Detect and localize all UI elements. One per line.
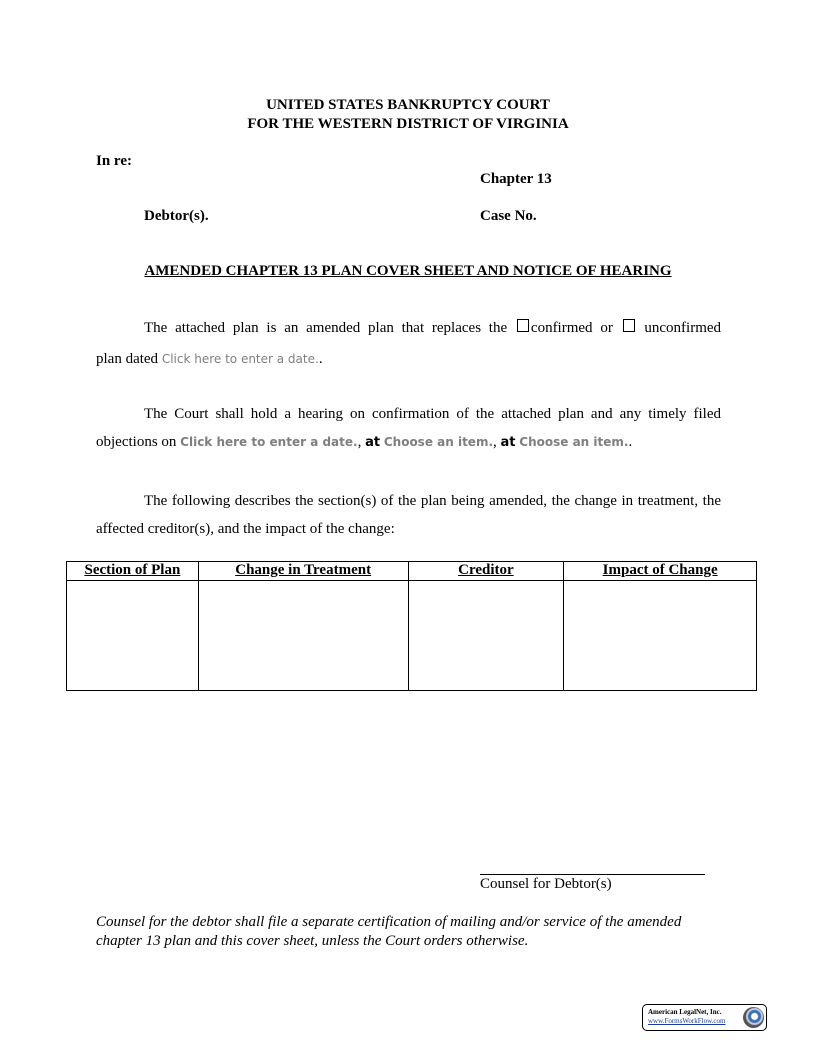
para2-end: . bbox=[628, 434, 633, 450]
court-district: FOR THE WESTERN DISTRICT OF VIRGINIA bbox=[247, 116, 569, 132]
table-row bbox=[67, 581, 757, 691]
para2-sep2: , bbox=[493, 434, 497, 450]
signature-line[interactable] bbox=[480, 874, 705, 875]
globe-seal-icon bbox=[743, 1007, 764, 1028]
para1-end: . bbox=[318, 351, 323, 367]
cell-impact-of-change[interactable] bbox=[564, 581, 757, 691]
para2-text-b: objections on bbox=[96, 434, 177, 450]
amendment-description-paragraph: The following describes the section(s) of the plan being amended, the change in treatment, the affected creditor(s), and the impact of the change: bbox=[96, 493, 721, 537]
hearing-time-select[interactable]: Choose an item. bbox=[383, 435, 494, 449]
header-section-of-plan: Section of Plan bbox=[67, 562, 199, 581]
hearing-paragraph-line2 bbox=[96, 432, 721, 453]
hearing-date-field[interactable]: Click here to enter a date. bbox=[180, 435, 358, 449]
unconfirmed-label: unconfirmed bbox=[644, 320, 722, 336]
case-no-label: Case No. bbox=[480, 208, 537, 224]
para1-text-a: The attached plan is an amended plan that replaces the bbox=[144, 320, 508, 336]
logo-website-link[interactable]: www.FormsWorkFlow.com bbox=[648, 1017, 726, 1025]
at-label-1: at bbox=[365, 435, 381, 450]
para2-sep1: , bbox=[357, 434, 362, 450]
unconfirmed-checkbox[interactable] bbox=[623, 319, 635, 332]
court-name: UNITED STATES BANKRUPTCY COURT bbox=[266, 97, 550, 113]
confirmed-checkbox[interactable] bbox=[517, 319, 529, 332]
amendment-table bbox=[66, 561, 757, 691]
para1-text-b: plan dated bbox=[96, 351, 159, 367]
plan-date-field[interactable]: Click here to enter a date. bbox=[161, 352, 319, 366]
para2-text-a: The Court shall hold a hearing on confirmation of the attached plan and any timely filed bbox=[144, 406, 721, 422]
header-change-in-treatment: Change in Treatment bbox=[198, 562, 408, 581]
confirmed-label: confirmed or bbox=[530, 320, 613, 336]
amended-plan-paragraph-line2 bbox=[96, 349, 721, 369]
cell-creditor[interactable] bbox=[408, 581, 564, 691]
signature-label: Counsel for Debtor(s) bbox=[480, 876, 612, 892]
hearing-location-select[interactable]: Choose an item. bbox=[519, 435, 629, 449]
cell-change-in-treatment[interactable] bbox=[198, 581, 408, 691]
cell-section-of-plan[interactable] bbox=[67, 581, 199, 691]
table-header-row bbox=[67, 562, 757, 581]
in-re-label: In re: bbox=[96, 153, 132, 169]
chapter-label: Chapter 13 bbox=[480, 171, 552, 187]
header-creditor: Creditor bbox=[408, 562, 564, 581]
at-label-2: at bbox=[500, 435, 516, 450]
service-note: Counsel for the debtor shall file a separate certification of mailing and/or service of the amended chapter 13 plan and this cover sheet, unless the Court orders otherwise. bbox=[96, 914, 682, 949]
debtors-label: Debtor(s). bbox=[144, 208, 209, 224]
hearing-paragraph-line1 bbox=[96, 404, 721, 424]
footer-logo bbox=[642, 1004, 767, 1031]
header-impact-of-change: Impact of Change bbox=[564, 562, 757, 581]
logo-company-name: American LegalNet, Inc. bbox=[648, 1008, 722, 1016]
amended-plan-paragraph-line1 bbox=[96, 318, 721, 338]
document-title: AMENDED CHAPTER 13 PLAN COVER SHEET AND NOTICE OF HEARING bbox=[144, 263, 672, 279]
